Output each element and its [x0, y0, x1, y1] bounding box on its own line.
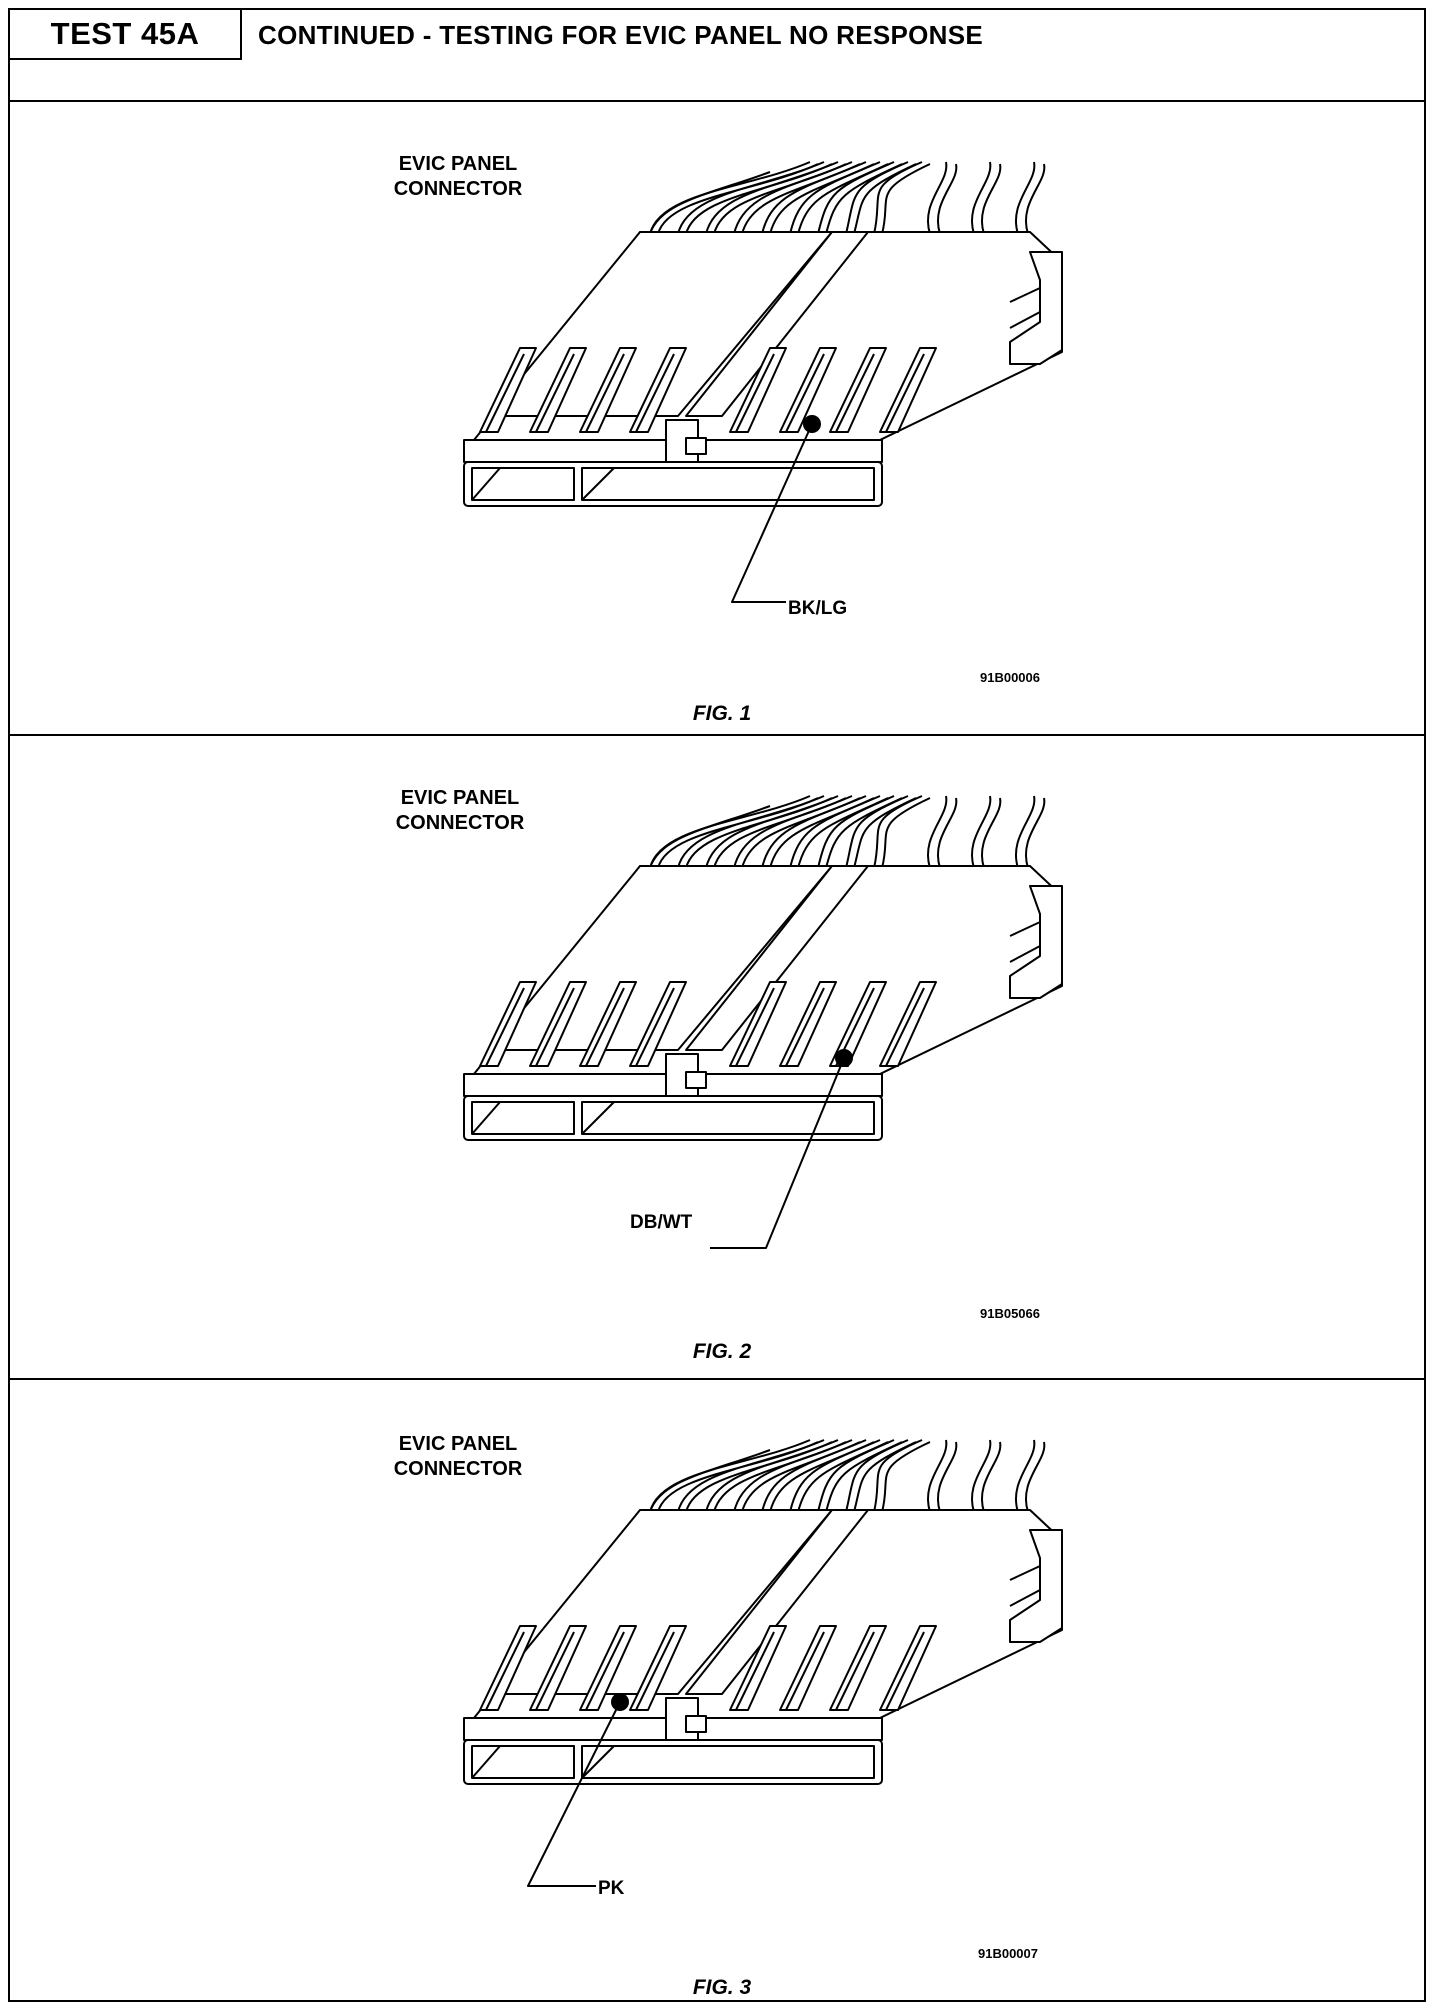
wire-icon	[938, 164, 956, 234]
key-icon	[686, 438, 706, 454]
connector-label: EVIC PANEL CONNECTOR	[393, 153, 523, 200]
wire-icon	[706, 796, 838, 868]
figure-code: 91B00007	[978, 1946, 1038, 1961]
figure-2-panel	[10, 736, 1424, 1380]
cavity-icon	[582, 1102, 874, 1134]
wire-icon	[982, 164, 1000, 234]
wire-icon	[1026, 798, 1044, 868]
test-id-box: TEST 45A	[10, 10, 242, 60]
wire-label: BK/LG	[788, 598, 848, 619]
figure-1-panel	[10, 102, 1424, 736]
figure-code: 91B00006	[980, 670, 1040, 685]
wire-icon	[706, 162, 838, 234]
page-title: CONTINUED - TESTING FOR EVIC PANEL NO RESPONSE	[258, 20, 984, 50]
wire-icon	[714, 798, 846, 868]
wire-icon	[1026, 164, 1044, 234]
wire-icon	[982, 798, 1000, 868]
wire-icon	[938, 798, 956, 868]
figure-3-panel	[10, 1380, 1424, 2002]
connector-label: EVIC PANEL CONNECTOR	[393, 1433, 523, 1480]
connector-label: EVIC PANEL CONNECTOR	[395, 787, 525, 834]
key-icon	[686, 1716, 706, 1732]
document-page	[8, 8, 1426, 2002]
wire-icon	[882, 164, 930, 234]
figure-caption: FIG. 3	[692, 1976, 752, 1999]
wire-label: DB/WT	[630, 1212, 693, 1233]
wire-icon	[798, 164, 888, 234]
cavity-icon	[582, 468, 874, 500]
connector-diagram-1	[10, 102, 1426, 734]
wire-icon	[706, 1440, 838, 1512]
figure-code: 91B05066	[980, 1306, 1040, 1321]
wire-icon	[798, 798, 888, 868]
wire-icon	[1026, 1442, 1044, 1512]
wire-icon	[882, 1442, 930, 1512]
page-header	[10, 10, 1424, 102]
wire-icon	[882, 798, 930, 868]
cavity-icon	[582, 1746, 874, 1778]
wire-icon	[798, 1442, 888, 1512]
terminal-dot-icon	[835, 1049, 853, 1067]
wire-label: PK	[598, 1878, 625, 1899]
terminal-dot-icon	[803, 415, 821, 433]
key-icon	[686, 1072, 706, 1088]
figure-caption: FIG. 1	[692, 702, 752, 725]
terminal-dot-icon	[611, 1693, 629, 1711]
wire-icon	[982, 1442, 1000, 1512]
wire-icon	[938, 1442, 956, 1512]
connector-diagram-3	[10, 1380, 1426, 2000]
wire-icon	[714, 1442, 846, 1512]
wire-icon	[714, 164, 846, 234]
figure-caption: FIG. 2	[692, 1340, 752, 1363]
connector-diagram-2	[10, 736, 1426, 1378]
